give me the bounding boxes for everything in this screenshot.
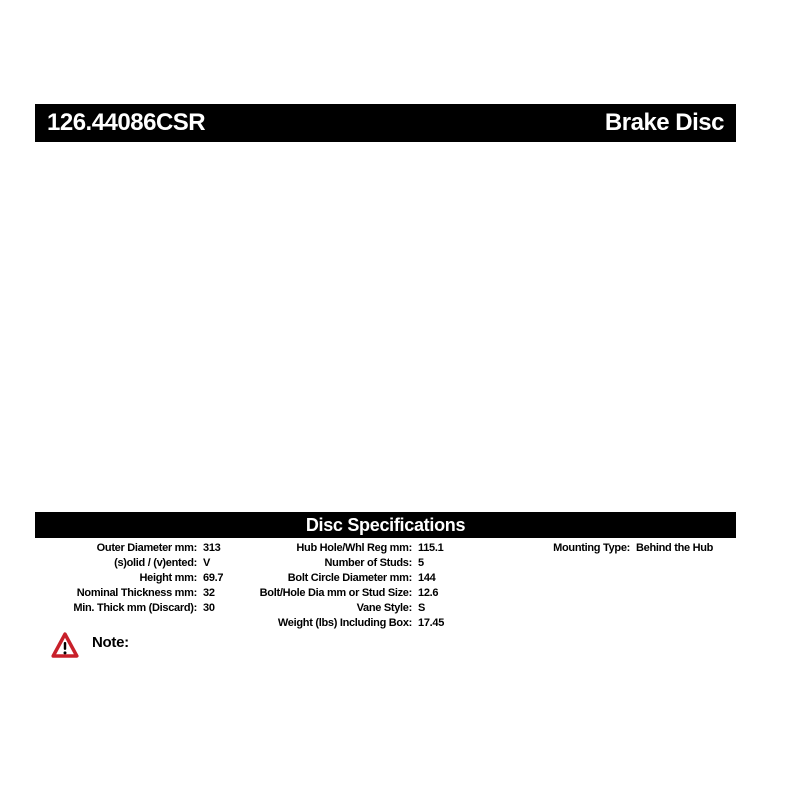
spec-label: Bolt Circle Diameter mm: xyxy=(287,572,412,584)
specifications-title-bar xyxy=(35,512,736,538)
spec-label: Vane Style: xyxy=(356,602,412,614)
header-bar xyxy=(35,104,736,142)
spec-value: S xyxy=(418,602,426,614)
spec-label: Min. Thick mm (Discard): xyxy=(73,602,197,614)
spec-value: 12.6 xyxy=(418,587,439,599)
spec-value: 17.45 xyxy=(418,617,445,629)
spec-value: 313 xyxy=(203,542,221,554)
spec-value: V xyxy=(203,557,211,569)
spec-column-right xyxy=(520,541,713,556)
spec-value: 144 xyxy=(418,572,436,584)
spec-value: 115.1 xyxy=(418,542,444,554)
spec-value: 69.7 xyxy=(203,572,224,584)
specifications-title: Disc Specifications xyxy=(305,515,466,535)
spec-label: Nominal Thickness mm: xyxy=(76,587,197,599)
spec-label: Bolt/Hole Dia mm or Stud Size: xyxy=(259,587,412,599)
spec-label: (s)olid / (v)ented: xyxy=(114,557,197,569)
spec-label: Weight (lbs) Including Box: xyxy=(277,617,412,629)
part-number: 126.44086CSR xyxy=(47,109,206,136)
spec-label: Number of Studs: xyxy=(324,557,412,569)
spec-label: Hub Hole/Whl Reg mm: xyxy=(296,542,412,554)
product-title: Brake Disc xyxy=(604,109,724,136)
spec-value: 30 xyxy=(203,602,215,614)
spec-label: Mounting Type: xyxy=(553,542,630,554)
spec-value: 5 xyxy=(418,557,424,569)
spec-label: Height mm: xyxy=(139,572,197,584)
spec-column-left xyxy=(35,541,223,616)
warning-triangle-icon xyxy=(51,631,79,660)
spec-label: Outer Diameter mm: xyxy=(96,542,197,554)
note-label: Note: xyxy=(92,634,129,651)
spec-value: 32 xyxy=(203,587,215,599)
spec-column-middle xyxy=(246,541,444,631)
spec-value: Behind the Hub xyxy=(636,542,714,554)
